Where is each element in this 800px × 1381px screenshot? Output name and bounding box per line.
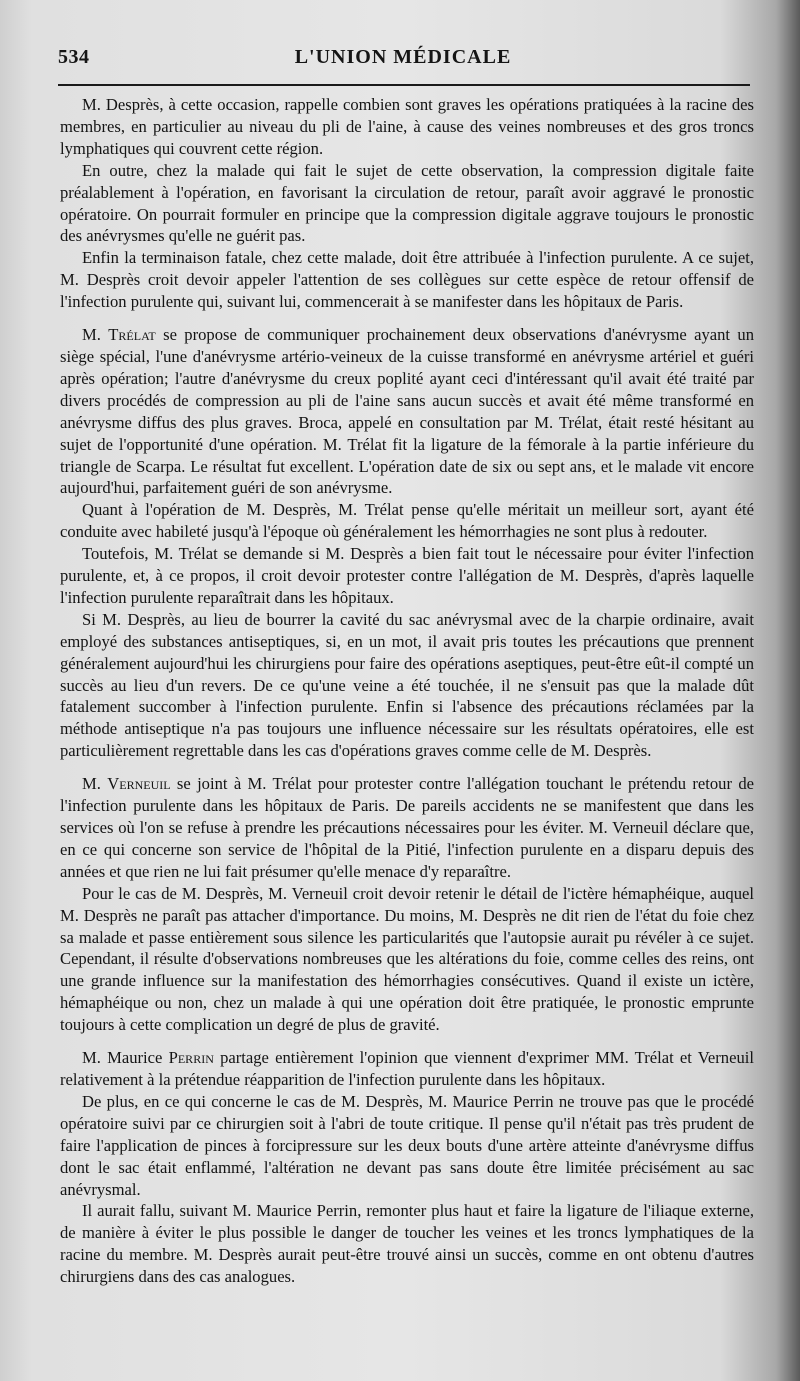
- paragraph: En outre, chez la malade qui fait le sujet de cette observation, la compression digitale faite préalablement à l'opération, en favorisant la circulation de retour, paraît avoir aggravé le pronostic opératoire. On pourrait formuler en principe que la compression digitale aggrave toujours le pronostic des anévrysmes qu'elle ne guérit pas.: [60, 160, 754, 246]
- paragraph: Quant à l'opération de M. Desprès, M. Trélat pense qu'elle méritait un meilleur sort, ayant été conduite avec habileté jusqu'à l'époque où généralement les hémorrhagies ne sont plus à redouter.: [60, 500, 754, 542]
- paragraph: Enfin la terminaison fatale, chez cette malade, doit être attribuée à l'infection purulente. A ce sujet, M. Desprès croit devoir appeler l'attention de ses collègues sur cette espèce de retour offensif de l'infection purulente qui, suivant lui, commencerait à se manifester dans les hôpitaux de Paris.: [60, 248, 754, 312]
- paragraph-speaker: M. Maurice Perrin partage entièrement l'opinion que viennent d'exprimer MM. Trélat et Verneuil relativement à la prétendue réapparition de l'infection purulente dans les hôpitaux.: [60, 1048, 754, 1089]
- speaker-name: Trélat: [108, 325, 156, 345]
- speaker-name: Perrin: [168, 1048, 214, 1068]
- paragraph: Si M. Desprès, au lieu de bourrer la cavité du sac anévrysmal avec de la charpie ordinaire, avait employé des substances antiseptiques, si, en un mot, il avait pris toutes les précautions que prennent généralement aujourd'hui les chirurgiens pour faire des opérations aseptiques, peut-être eût-il compté un succès au lieu d'un revers. De ce qu'une veine a été touchée, il ne s'ensuit pas que la malade dût fatalement succomber à l'infection purulente. Enfin si l'absence des précautions réclamées par la méthode antiseptique n'a pas toujours une influence nécessaire sur les résultats opératoires, elle est particulièrement regrettable dans les cas d'opérations graves comme celle de M. Desprès.: [60, 609, 754, 761]
- speaker-prefix: M. Maurice: [82, 1048, 163, 1068]
- paragraph: M. Desprès, à cette occasion, rappelle combien sont graves les opérations pratiquées à la racine des membres, en particulier au niveau du pli de l'aine, à cause des veines nombreuses et des gros troncs lymphatiques qui couvrent cette région.: [60, 95, 754, 158]
- paragraph-speaker: M. Trélat se propose de communiquer prochainement deux observations d'anévrysme ayant un siège spécial, l'une d'anévrysme artério-veineux de la cuisse transformé en anévrysme artériel et guéri après opération; l'autre d'anévrysme du creux poplité ayant ceci d'intéressant qu'il avait été traité par divers procédés de compression au pli de l'aine sans aucun succès et avait été même transformé en anévrysme diffus des plus graves. Broca, appelé en consultation par M. Trélat, était resté hésitant au sujet de l'opportunité d'une opération. M. Trélat fit la ligature de la fémorale à la partie inférieure du triangle de Scarpa. Le résultat fut excellent. L'opération date de six ou sept ans, et le malade vit encore aujourd'hui, parfaitement guéri de son anévrysme.: [60, 325, 754, 498]
- paragraph: De plus, en ce qui concerne le cas de M. Desprès, M. Maurice Perrin ne trouve pas que le procédé opératoire suivi par ce chirurgien soit à l'abri de toute critique. Il pense qu'il n'était pas très prudent de faire l'application de pinces à forcipressure sur les deux bouts d'une artère atteinte d'anévrysme diffus dont le sac était enflammé, l'altération ne devant pas sans doute être limitée précisément au sac anévrysmal.: [60, 1091, 754, 1199]
- article-body: [60, 94, 754, 1288]
- paragraph: Il aurait fallu, suivant M. Maurice Perrin, remonter plus haut et faire la ligature de l'iliaque externe, de manière à éviter le plus possible le danger de toucher les veines et les troncs lymphatiques de la racine du membre. M. Desprès aurait peut-être trouvé ainsi un succès, comme en ont obtenu d'autres chirurgiens dans des cas analogues.: [60, 1201, 754, 1287]
- header-rule: [58, 84, 750, 86]
- paragraph-speaker: M. Verneuil se joint à M. Trélat pour protester contre l'allégation touchant le prétendu retour de l'infection purulente dans les hôpitaux de Paris. De pareils accidents ne se manifestent que dans les services où l'on se refuse à prendre les précautions nécessaires pour les éviter. M. Verneuil déclare que, en ce qui concerne son service de l'hôpital de la Pitié, l'infection purulente en a disparu depuis des années et que rien ne lui fait présumer qu'elle menace d'y reparaître.: [60, 774, 754, 881]
- page-header: [58, 46, 748, 74]
- paragraph: Pour le cas de M. Desprès, M. Verneuil croit devoir retenir le détail de l'ictère hémaphéique, auquel M. Desprès ne paraît pas attacher d'importance. Du moins, M. Desprès ne dit rien de l'état du foie chez sa malade et passe entièrement sous silence les particularités que l'autopsie aurait pu révéler à ce sujet. Cependant, il résulte d'observations nombreuses que les altérations du foie, comme celles des reins, ont une grande influence sur la manifestation des hémorrhagies consécutives. Quand il existe un ictère, hémaphéique ou non, chez un malade à qui une opération doit être pratiquée, le pronostic emprunte toujours à cette complication un degré de plus de gravité.: [60, 883, 754, 1035]
- speaker-prefix: M.: [82, 325, 101, 345]
- paragraph: Toutefois, M. Trélat se demande si M. Desprès a bien fait tout le nécessaire pour éviter l'infection purulente, et, à ce propos, il croit devoir protester contre l'allégation de M. Desprès, d'après laquelle l'infection purulente reparaîtrait dans les hôpitaux.: [60, 544, 754, 607]
- speaker-name: Verneuil: [107, 774, 171, 794]
- page-number: 534: [58, 46, 90, 68]
- speaker-prefix: M.: [82, 774, 101, 794]
- running-title: L'UNION MÉDICALE: [294, 46, 512, 68]
